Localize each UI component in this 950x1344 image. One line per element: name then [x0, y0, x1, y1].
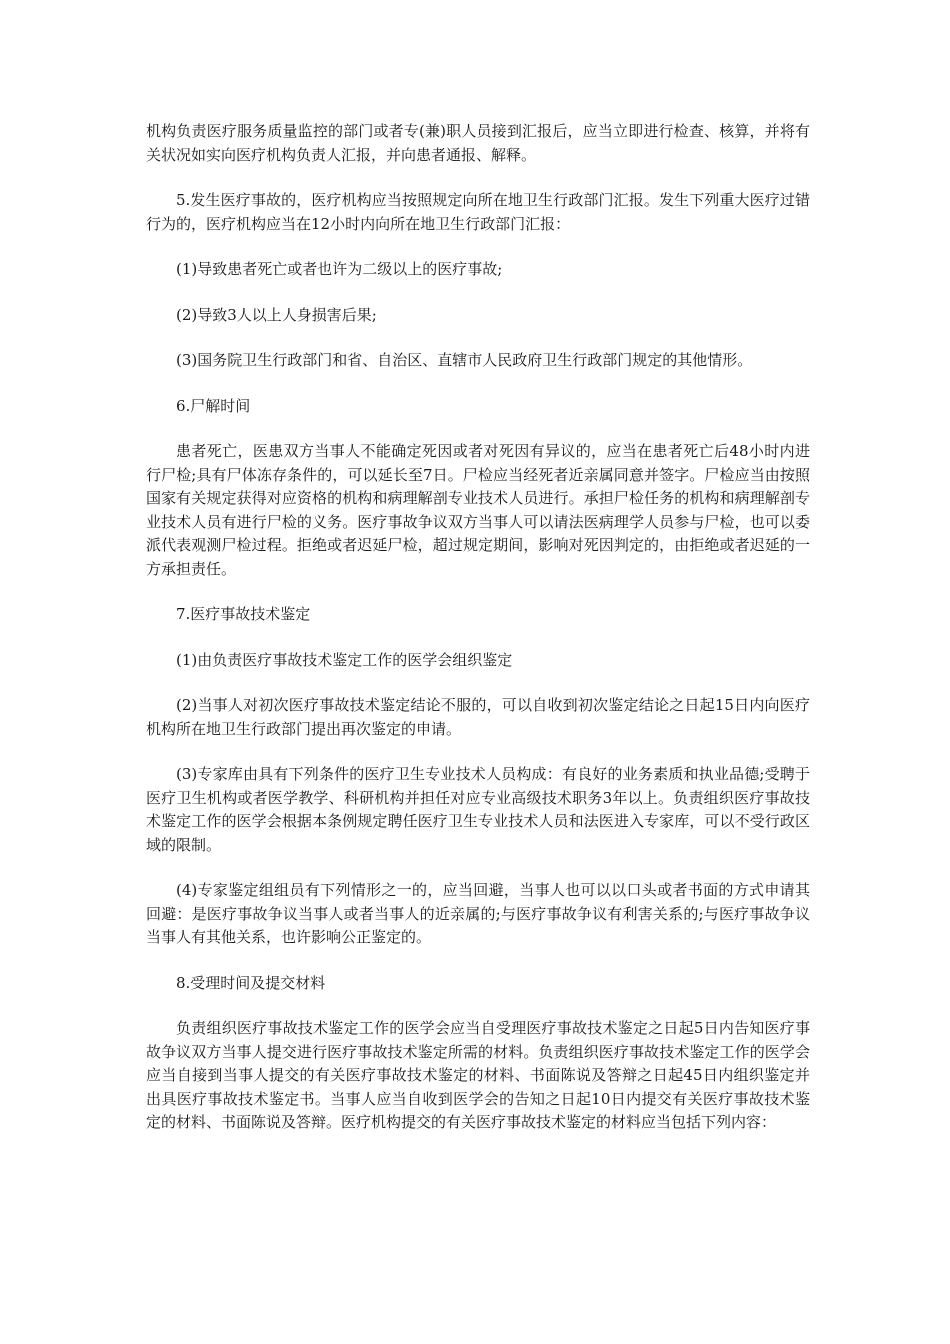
paragraph-subitem-3: (3)国务院卫生行政部门和省、自治区、直辖市人民政府卫生行政部门规定的其他情形。: [176, 351, 753, 369]
paragraph-autopsy: 患者死亡，医患双方当事人不能确定死因或者对死因有异议的，应当在患者死亡后48小时内进行尸检;具有尸体冻存条件的，可以延长至7日。尸检应当经死者近亲属同意并签字。尸检应当由按照国家有关规定获得对应资格的机构和病理解剖专业技术人员进行。承担尸检任务的机构和病理解剖专业技术人员有进行尸检的义务。医疗事故争议双方当事人可以请法医病理学人员参与尸检，也可以委派代表观测尸检过程。拒绝或者迟延尸检，超过规定期间，影响对死因判定的，由拒绝或者迟延的一方承担责任。: [146, 442, 810, 578]
paragraph-materials: 负责组织医疗事故技术鉴定工作的医学会应当自受理医疗事故技术鉴定之日起5日内告知医疗事故争议双方当事人提交进行医疗事故技术鉴定所需的材料。负责组织医疗事故技术鉴定工作的医学会应当自接到当事人提交的有关医疗事故技术鉴定的材料、书面陈说及答辩之日起45日内组织鉴定并出具医疗事故技术鉴定书。当事人应当自收到医学会的告知之日起10日内提交有关医疗事故技术鉴定的材料、书面陈说及答辩。医疗机构提交的有关医疗事故技术鉴定的材料应当包括下列内容：: [146, 1019, 810, 1131]
section-heading-6: 6.尸解时间: [176, 396, 251, 415]
paragraph-subitem-7-4: (4)专家鉴定组组员有下列情形之一的，应当回避，当事人也可以以口头或者书面的方式申请其回避：是医疗事故争议当事人或者当事人的近亲属的;与医疗事故争议有利害关系的;与医疗事故争议当事人有其他关系，也许影响公正鉴定的。: [146, 881, 810, 946]
paragraph-subitem-7-2: (2)当事人对初次医疗事故技术鉴定结论不服的，可以自收到初次鉴定结论之日起15日内向医疗机构所在地卫生行政部门提出再次鉴定的申请。: [146, 696, 810, 738]
paragraph-subitem-7-1: (1)由负责医疗事故技术鉴定工作的医学会组织鉴定: [176, 650, 513, 669]
paragraph-subitem-7-3: (3)专家库由具有下列条件的医疗卫生专业技术人员构成：有良好的业务素质和执业品德;受聘于医疗卫生机构或者医学教学、科研机构并担任对应专业高级技术职务3年以上。负责组织医疗事故技术鉴定工作的医学会根据本条例规定聘任医疗卫生专业技术人员和法医进入专家库，可以不受行政区域的限制。: [146, 765, 810, 854]
paragraph-subitem-1: (1)导致患者死亡或者也许为二级以上的医疗事故;: [176, 260, 503, 278]
section-heading-7: 7.医疗事故技术鉴定: [176, 605, 311, 623]
paragraph-item-5: 5.发生医疗事故的，医疗机构应当按照规定向所在地卫生行政部门汇报。发生下列重大医疗过错行为的，医疗机构应当在12小时内向所在地卫生行政部门汇报：: [146, 191, 810, 233]
paragraph-subitem-2: (2)导致3人以上人身损害后果;: [176, 305, 377, 324]
document-page: [146, 120, 810, 1157]
section-heading-8: 8.受理时间及提交材料: [176, 973, 326, 992]
paragraph-continuation: 机构负责医疗服务质量监控的部门或者专(兼)职人员接到汇报后，应当立即进行检查、核算，并将有关状况如实向医疗机构负责人汇报，并向患者通报、解释。: [146, 122, 810, 164]
